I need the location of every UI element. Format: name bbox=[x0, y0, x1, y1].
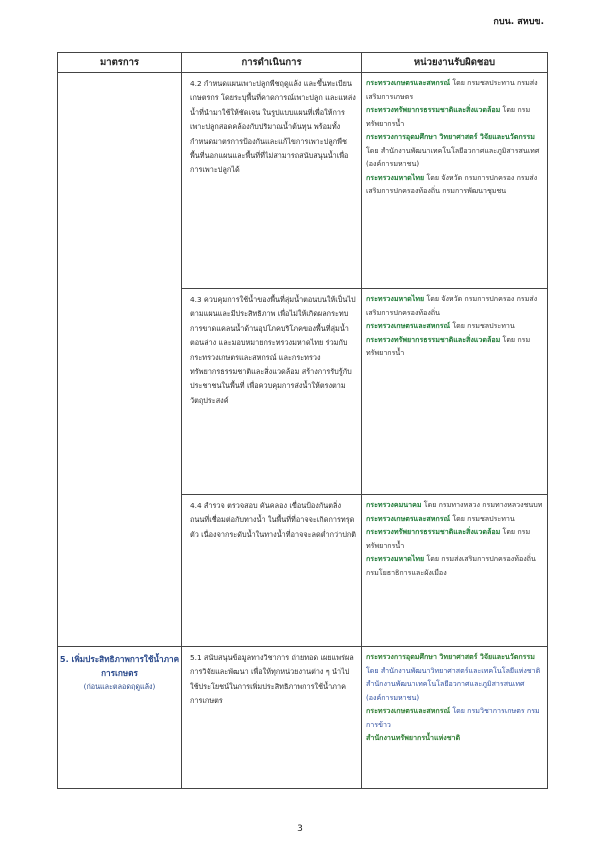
agency-detail: โดย กรมทรัพยากรน้ำ bbox=[366, 105, 531, 128]
agency-detail: โดย กรมชลประทาน bbox=[450, 321, 515, 330]
agency-detail: โดย จังหวัด กรมการปกครอง กรมส่งเสริมการปกครองท้องถิ่น bbox=[366, 294, 538, 317]
ministry-name: กระทรวงการอุดมศึกษา วิทยาศาสตร์ วิจัยและนวัตกรรม bbox=[366, 652, 535, 661]
agency-detail: โดย จังหวัด กรมการปกครอง กรมส่งเสริมการปกครองท้องถิ่น กรมการพัฒนาชุมชน bbox=[366, 172, 538, 195]
agency-entry bbox=[366, 552, 544, 579]
agency-entry bbox=[366, 650, 544, 704]
ministry-name: กระทรวงมหาดไทย bbox=[366, 172, 425, 182]
action-cell: 4.2 กำหนดแผนเพาะปลูกพืชฤดูแล้ง และขึ้นทะเบียนเกษตรกร โดยระบุพื้นที่คาดการณ์เพาะปลูก และแหล่งน้ำที่นำมาใช้ให้ชัดเจน ในรูปแบบแผนที่เพื่อให้การเพาะปลูกสอดคล้องกับปริมาณน้ำต้นทุน พร้อมทั้งกำหนดมาตรการป้องกันและแก้ไขการเพาะปลูกพืชพื้นที่นอกแผนและพื้นที่ที่ไม่สามารถสนับสนุนน้ำเพื่อการเพาะปลูกได้ bbox=[182, 73, 362, 289]
agency-entry bbox=[366, 319, 544, 333]
agency-entry bbox=[366, 704, 544, 731]
agency-detail: โดย กรมทรัพยากรน้ำ bbox=[366, 334, 531, 357]
agency-entry bbox=[366, 103, 544, 130]
agency-detail: โดย กรมส่งเสริมการปกครองท้องถิ่น กรมโยธาธิการและผังเมือง bbox=[366, 554, 536, 577]
header-agency: หน่วยงานรับผิดชอบ bbox=[362, 53, 548, 73]
agency-cell bbox=[362, 289, 548, 495]
page-number: 3 bbox=[297, 824, 303, 834]
measures-table bbox=[57, 52, 548, 789]
action-cell: 5.1 สนับสนุนข้อมูลทางวิชาการ ถ่ายทอด เผยแพร่ผลการวิจัยและพัฒนา เพื่อให้ทุกหน่วยงานต่าง ๆ นำไปใช้ประโยชน์ในการเพิ่มประสิทธิภาพการใช้น้ำภาคการเกษตร bbox=[182, 647, 362, 789]
agency-entry bbox=[366, 130, 544, 171]
table-row bbox=[58, 73, 548, 289]
agency-detail: โดย สำนักงานพัฒนาวิทยาศาสตร์และเทคโนโลยีแห่งชาติ สำนักงานพัฒนาเทคโนโลยีอวกาศและภูมิสารสนเทศ (องค์การมหาชน) bbox=[366, 665, 541, 702]
ministry-name: กระทรวงการอุดมศึกษา วิทยาศาสตร์ วิจัยและนวัตกรรม bbox=[366, 132, 535, 141]
measure-subtitle: (ก่อนและตลอดฤดูแล้ง) bbox=[83, 682, 156, 691]
ministry-name: กระทรวงมหาดไทย bbox=[366, 554, 425, 563]
measure-cell-empty bbox=[58, 73, 182, 647]
ministry-name: กระทรวงเกษตรและสหกรณ์ bbox=[366, 78, 451, 87]
ministry-name: กระทรวงทรัพยากรธรรมชาติและสิ่งแวดล้อม bbox=[366, 105, 501, 114]
agency-entry bbox=[366, 292, 544, 319]
measure-title: 5. เพิ่มประสิทธิภาพการใช้น้ำภาคการเกษตร bbox=[59, 654, 180, 678]
agency-entry bbox=[366, 525, 544, 552]
action-cell: 4.3 ควบคุมการใช้น้ำของพื้นที่ลุ่มน้ำตอนบนให้เป็นไปตามแผนและมีประสิทธิภาพ เพื่อไม่ให้เกิดผลกระทบการขาดแคลนน้ำด้านอุปโภคบริโภคของพื้นที่ลุ่มน้ำตอนล่าง และมอบหมายกระทรวงมหาดไทย ร่วมกับกระทรวงเกษตรและสหกรณ์ และกระทรวงทรัพยากรธรรมชาติและสิ่งแวดล้อม สร้างการรับรู้กับประชาชนในพื้นที่ เพื่อควบคุมการส่งน้ำให้ตรงตามวัตถุประสงค์ bbox=[182, 289, 362, 495]
agency-detail: โดย สำนักงานพัฒนาเทคโนโลยีอวกาศและภูมิสารสนเทศ (องค์การมหาชน) bbox=[366, 145, 540, 168]
agency-cell bbox=[362, 647, 548, 789]
header-measure: มาตรการ bbox=[58, 53, 182, 73]
ministry-name: กระทรวงทรัพยากรธรรมชาติและสิ่งแวดล้อม bbox=[366, 334, 501, 344]
agency-cell bbox=[362, 73, 548, 289]
ministry-name: สำนักงานทรัพยากรน้ำแห่งชาติ bbox=[366, 733, 461, 742]
ministry-name: กระทรวงเกษตรและสหกรณ์ bbox=[366, 513, 451, 523]
ministry-name: กระทรวงทรัพยากรธรรมชาติและสิ่งแวดล้อม bbox=[366, 527, 501, 536]
agency-entry bbox=[366, 76, 544, 103]
agency-entry bbox=[366, 171, 544, 198]
ministry-name: กระทรวงเกษตรและสหกรณ์ bbox=[366, 321, 451, 330]
header-action: การดำเนินการ bbox=[182, 53, 362, 73]
ministry-name: กระทรวงมหาดไทย bbox=[366, 294, 425, 303]
measure-cell bbox=[58, 647, 182, 789]
agency-entry bbox=[366, 498, 544, 512]
ministry-name: กระทรวงคมนาคม bbox=[366, 500, 422, 509]
ministry-name: กระทรวงเกษตรและสหกรณ์ bbox=[366, 706, 451, 715]
agency-detail: โดย กรมวิชาการเกษตร กรมการข้าว bbox=[366, 706, 540, 729]
table-header-row bbox=[58, 53, 548, 73]
agency-entry bbox=[366, 512, 544, 526]
agency-detail: โดย กรมชลประทาน กรมส่งเสริมการเกษตร bbox=[366, 78, 538, 101]
agency-entry bbox=[366, 333, 544, 360]
agency-detail: โดย กรมทรัพยากรน้ำ bbox=[366, 527, 531, 550]
agency-cell bbox=[362, 495, 548, 647]
agency-detail: โดย กรมชลประทาน bbox=[450, 513, 515, 523]
action-cell: 4.4 สำรวจ ตรวจสอบ คันคลอง เขื่อนป้องกันตลิ่ง ถนนที่เชื่อมต่อกับทางน้ำ ในพื้นที่ที่อาจจะเกิดการทรุดตัว เนื่องจากระดับน้ำในทางน้ำที่อาจจะลดต่ำกว่าปกติ bbox=[182, 495, 362, 647]
document-code: กบน. สหบข. bbox=[493, 17, 544, 27]
agency-entry bbox=[366, 731, 544, 745]
table-row bbox=[58, 647, 548, 789]
agency-detail: โดย กรมทางหลวง กรมทางหลวงชนบท bbox=[421, 500, 543, 509]
